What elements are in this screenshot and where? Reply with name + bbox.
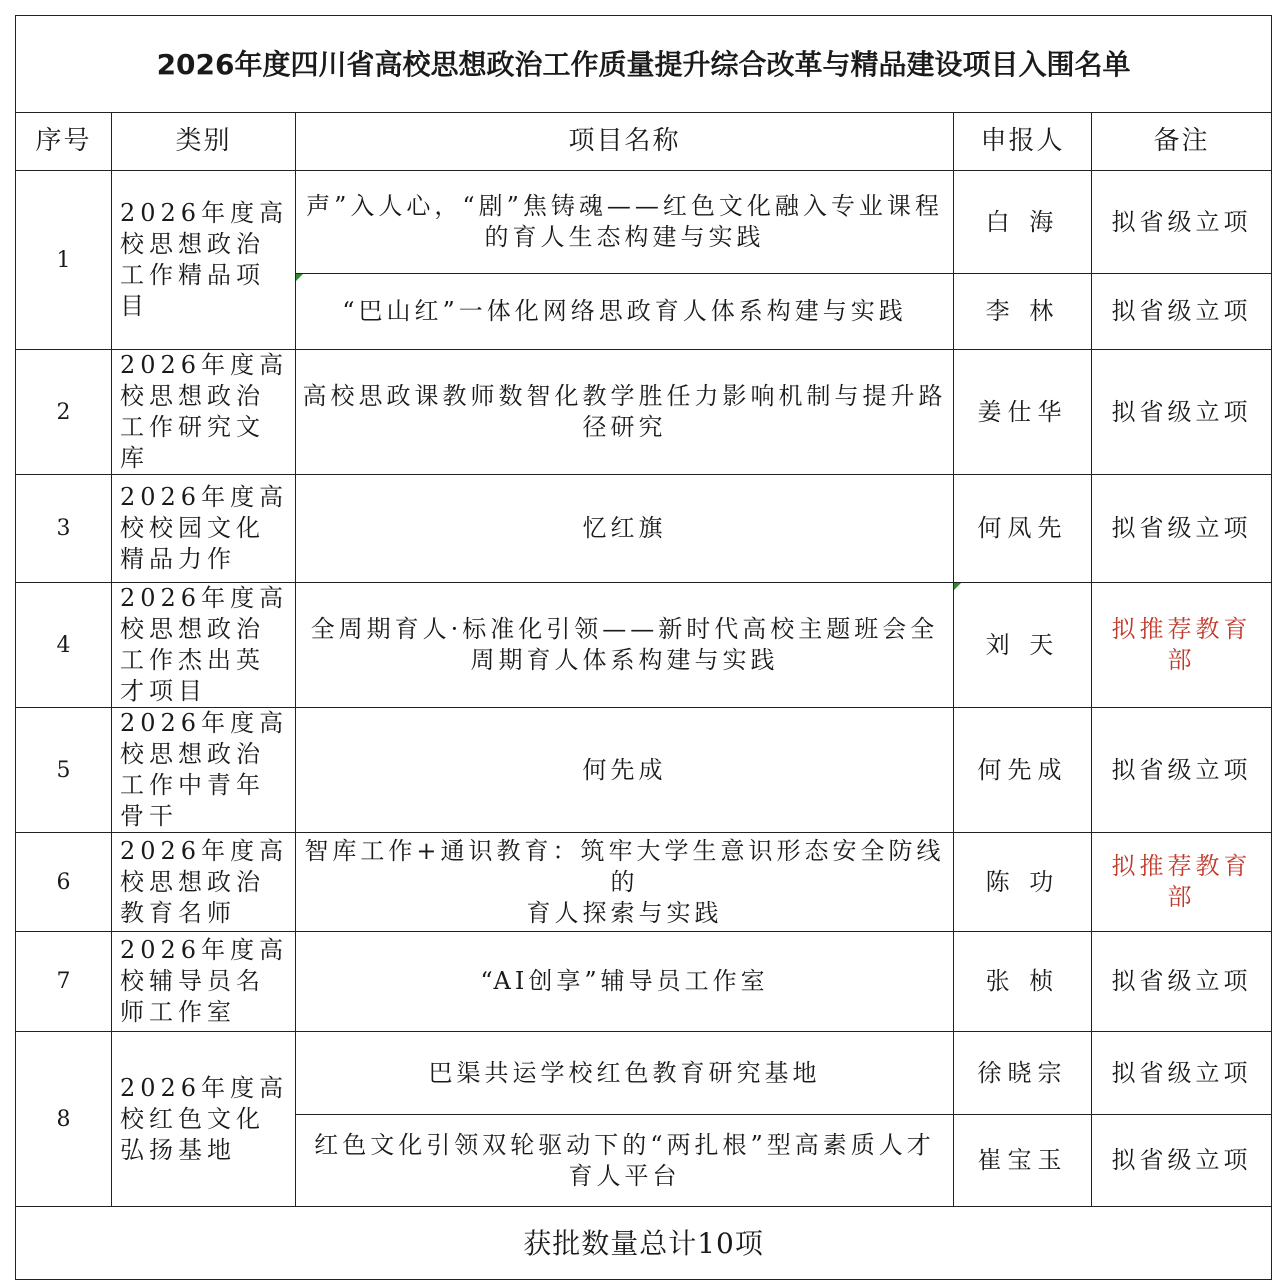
project-name: 全周期育人·标准化引领——新时代高校主题班会全周期育人体系构建与实践 (296, 583, 954, 708)
applicant: 白 海 (954, 171, 1092, 274)
applicant: 姜仕华 (954, 350, 1092, 475)
total-count: 获批数量总计10项 (16, 1207, 1272, 1280)
row-category: 2026年度高校思想政治工作杰出英才项目 (112, 583, 296, 708)
row-index: 5 (16, 708, 112, 833)
header-applicant: 申报人 (954, 113, 1092, 171)
project-name: 声”入人心，“剧”焦铸魂——红色文化融入专业课程的育人生态构建与实践 (296, 171, 954, 274)
row-category: 2026年度高校思想政治工作精品项目 (112, 171, 296, 350)
project-name-line-1: 智库工作+通识教育：筑牢大学生意识形态安全防线的 (304, 836, 945, 896)
project-name (296, 833, 954, 932)
remark: 拟省级立项 (1092, 708, 1272, 833)
row-index: 2 (16, 350, 112, 475)
remark: 拟推荐教育部 (1092, 833, 1272, 932)
header-category: 类别 (112, 113, 296, 171)
project-name: 忆红旗 (296, 475, 954, 583)
applicant: 何凤先 (954, 475, 1092, 583)
row-category: 2026年度高校思想政治工作中青年骨干 (112, 708, 296, 833)
row-category: 2026年度高校校园文化精品力作 (112, 475, 296, 583)
project-name-line-2: 育人探索与实践 (526, 898, 723, 927)
row-category: 2026年度高校思想政治教育名师 (112, 833, 296, 932)
project-name: “巴山红”一体化网络思政育人体系构建与实践 (296, 274, 954, 350)
applicant: 何先成 (954, 708, 1092, 833)
remark: 拟省级立项 (1092, 1115, 1272, 1207)
row-category: 2026年度高校思想政治工作研究文库 (112, 350, 296, 475)
remark: 拟省级立项 (1092, 350, 1272, 475)
remark: 拟省级立项 (1092, 475, 1272, 583)
shortlist-table (15, 15, 1272, 1280)
project-name: 红色文化引领双轮驱动下的“两扎根”型高素质人才育人平台 (296, 1115, 954, 1207)
remark: 拟省级立项 (1092, 1032, 1272, 1115)
row-index: 1 (16, 171, 112, 350)
table-row (16, 171, 1272, 274)
header-project: 项目名称 (296, 113, 954, 171)
table-row (16, 583, 1272, 708)
table-title: 2026年度四川省高校思想政治工作质量提升综合改革与精品建设项目入围名单 (16, 16, 1272, 113)
table-row (16, 708, 1272, 833)
row-index: 6 (16, 833, 112, 932)
row-index: 3 (16, 475, 112, 583)
applicant: 崔宝玉 (954, 1115, 1092, 1207)
applicant: 刘 天 (954, 583, 1092, 708)
applicant: 张 桢 (954, 932, 1092, 1032)
header-index: 序号 (16, 113, 112, 171)
header-remark: 备注 (1092, 113, 1272, 171)
table-row (16, 350, 1272, 475)
remark: 拟省级立项 (1092, 171, 1272, 274)
project-name: 何先成 (296, 708, 954, 833)
applicant: 李 林 (954, 274, 1092, 350)
applicant: 陈 功 (954, 833, 1092, 932)
applicant: 徐晓宗 (954, 1032, 1092, 1115)
row-index: 4 (16, 583, 112, 708)
row-index: 7 (16, 932, 112, 1032)
table-row (16, 833, 1272, 932)
project-name: 巴渠共运学校红色教育研究基地 (296, 1032, 954, 1115)
remark: 拟省级立项 (1092, 932, 1272, 1032)
remark: 拟省级立项 (1092, 274, 1272, 350)
table-row (16, 475, 1272, 583)
project-name: 高校思政课教师数智化教学胜任力影响机制与提升路径研究 (296, 350, 954, 475)
project-name: “AI创享”辅导员工作室 (296, 932, 954, 1032)
remark: 拟推荐教育部 (1092, 583, 1272, 708)
row-index: 8 (16, 1032, 112, 1207)
table-row (16, 932, 1272, 1032)
table-row (16, 1032, 1272, 1115)
row-category: 2026年度高校辅导员名师工作室 (112, 932, 296, 1032)
row-category: 2026年度高校红色文化弘扬基地 (112, 1032, 296, 1207)
